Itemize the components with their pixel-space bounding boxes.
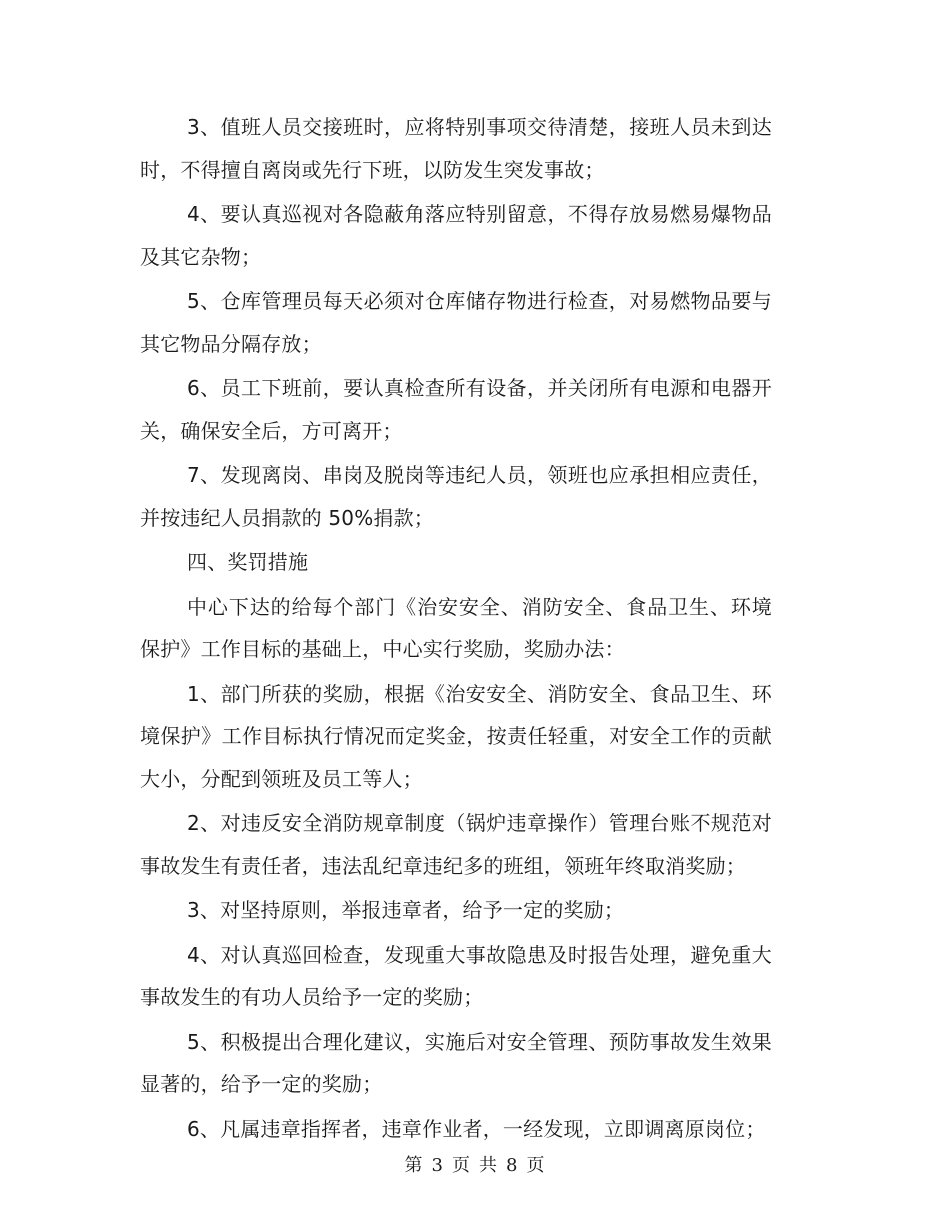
reward-item-1: 1、部门所获的奖励，根据《治安安全、消防安全、食品卫生、环境保护》工作目标执行情况而定奖金，按责任轻重，对安全工作的贡献大小，分配到领班及员工等人； [140, 681, 772, 791]
paragraph-item-4: 4、要认真巡视对各隐蔽角落应特别留意，不得存放易燃易爆物品及其它杂物； [140, 202, 772, 269]
rewards-intro-paragraph: 中心下达的给每个部门《治安安全、消防安全、食品卫生、环境保护》工作目标的基础上，中心实行奖励，奖励办法： [140, 594, 772, 661]
reward-item-5: 5、积极提出合理化建议，实施后对安全管理、预防事故发生效果显著的，给予一定的奖励； [140, 1029, 772, 1096]
paragraph-item-7: 7、发现离岗、串岗及脱岗等违纪人员，领班也应承担相应责任，并按违纪人员捐款的 50%捐款； [140, 463, 772, 530]
footer-current-page: 3 [431, 1155, 444, 1176]
page-footer [0, 1151, 950, 1177]
reward-item-3: 3、对坚持原则，举报违章者，给予一定的奖励； [187, 898, 625, 922]
reward-item-2: 2、对违反安全消防规章制度（锅炉违章操作）管理台账不规范对事故发生有责任者，违法乱纪章违纪多的班组，领班年终取消奖励； [140, 811, 772, 878]
paragraph-item-3: 3、值班人员交接班时，应将特别事项交待清楚，接班人员未到达时，不得擅自离岗或先行下班，以防发生突发事故； [140, 115, 772, 182]
footer-page-label: 第 [404, 1155, 424, 1176]
document-body [140, 106, 772, 1152]
reward-item-6: 6、凡属违章指挥者，违章作业者，一经发现，立即调离原岗位； [187, 1116, 766, 1141]
section-heading-rewards: 四、奖罚措施 [187, 550, 309, 574]
footer-total-unit: 页 [526, 1155, 546, 1176]
footer-total-label: 共 [479, 1155, 498, 1176]
reward-item-4: 4、对认真巡回检查，发现重大事故隐患及时报告处理，避免重大事故发生的有功人员给予一定的奖励； [140, 942, 772, 1009]
paragraph-item-5: 5、仓库管理员每天必须对仓库储存物进行检查，对易燃物品要与其它物品分隔存放； [140, 289, 772, 356]
paragraph-item-6: 6、员工下班前，要认真检查所有设备，并关闭所有电源和电器开关，确保安全后，方可离开； [140, 376, 772, 443]
footer-total-pages: 8 [506, 1155, 519, 1176]
footer-page-unit: 页 [452, 1155, 471, 1176]
